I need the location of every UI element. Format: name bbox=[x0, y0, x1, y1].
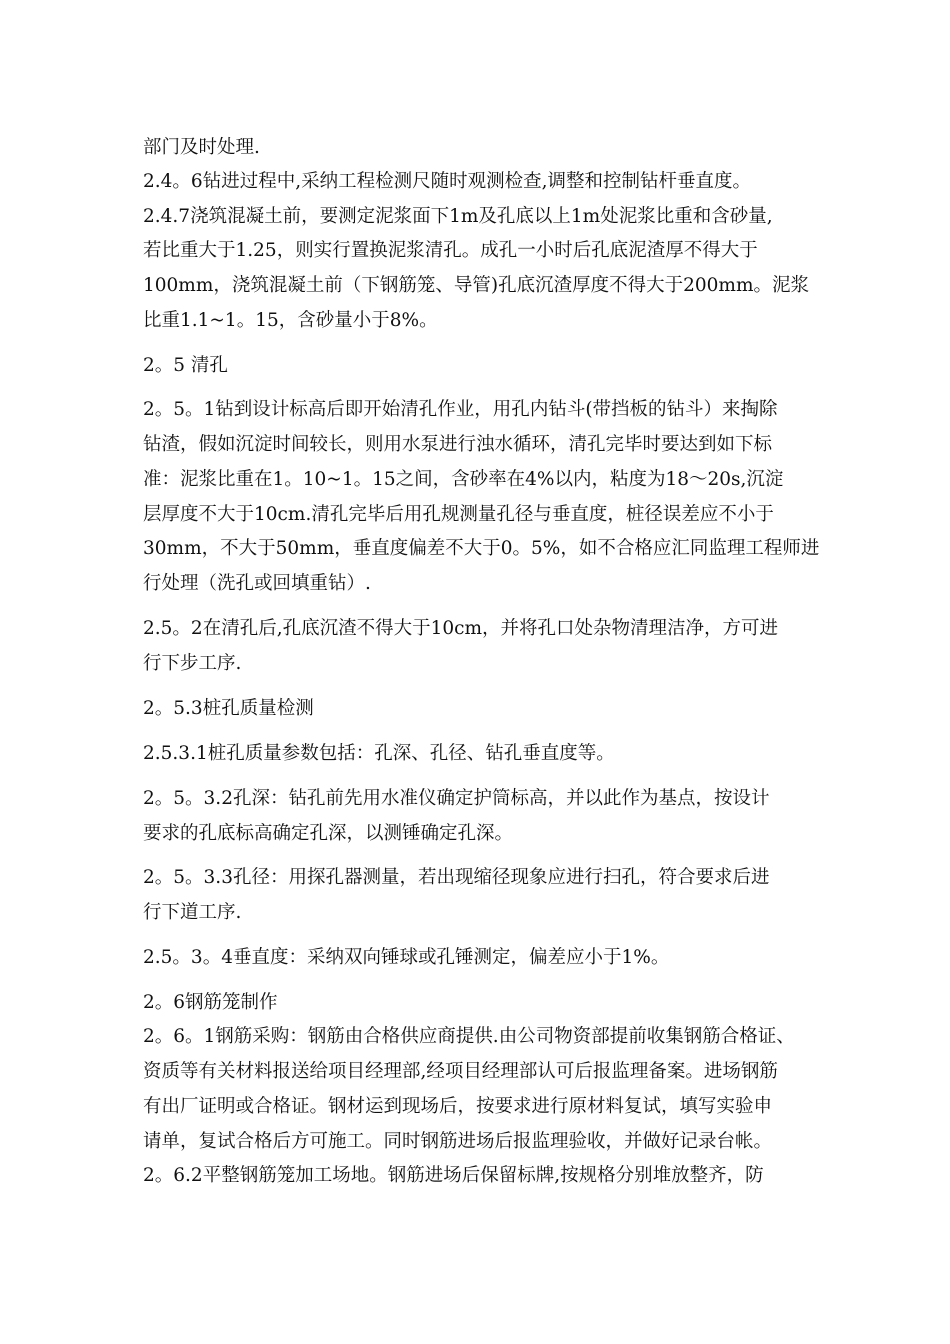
text-line: 2。5。3.3孔径：用探孔器测量，若出现缩径现象应进行扫孔，符合要求后进 bbox=[143, 867, 770, 888]
text-line: 层厚度不大于10cm.清孔完毕后用孔规测量孔径与垂直度，桩径误差应不小于 bbox=[143, 504, 774, 525]
section-heading: 2。6钢筋笼制作 bbox=[143, 992, 278, 1013]
text-line: 2.4。6钻进过程中,采纳工程检测尺随时观测检查,调整和控制钻杆垂直度。 bbox=[143, 171, 751, 192]
text-line: 准：泥浆比重在1。10~1。15之间，含砂率在4%以内，粘度为18～20s,沉淀 bbox=[143, 469, 784, 490]
text-line: 2.5。3。4垂直度：采纳双向锤球或孔锤测定，偏差应小于1%。 bbox=[143, 947, 670, 968]
text-line: 2。6.2平整钢筋笼加工场地。钢筋进场后保留标牌,按规格分别堆放整齐，防 bbox=[143, 1165, 764, 1186]
text-line: 2.4.7浇筑混凝土前，要测定泥浆面下1m及孔底以上1m处泥浆比重和含砂量, bbox=[143, 206, 773, 227]
text-line: 行处理（洗孔或回填重钻）. bbox=[143, 573, 371, 594]
text-line: 部门及时处理. bbox=[143, 137, 260, 158]
text-line: 2.5。2在清孔后,孔底沉渣不得大于10cm，并将孔口处杂物清理洁净，方可进 bbox=[143, 618, 779, 639]
text-line: 2。6。1钢筋采购：钢筋由合格供应商提供.由公司物资部提前收集钢筋合格证、 bbox=[143, 1026, 795, 1047]
section-heading: 2。5 清孔 bbox=[143, 355, 228, 376]
text-line: 100mm，浇筑混凝土前（下钢筋笼、导管)孔底沉渣厚度不得大于200mm。泥浆 bbox=[143, 275, 810, 296]
text-line: 若比重大于1.25，则实行置换泥浆清孔。成孔一小时后孔底泥渣厚不得大于 bbox=[143, 240, 758, 261]
text-line: 2.5.3.1桩孔质量参数包括：孔深、孔径、钻孔垂直度等。 bbox=[143, 743, 615, 764]
text-line: 钻渣，假如沉淀时间较长，则用水泵进行浊水循环，清孔完毕时要达到如下标 bbox=[143, 434, 773, 455]
text-line: 行下道工序. bbox=[143, 902, 242, 923]
text-line: 资质等有关材料报送给项目经理部,经项目经理部认可后报监理备案。进场钢筋 bbox=[143, 1061, 778, 1082]
text-line: 请单，复试合格后方可施工。同时钢筋进场后报监理验收，并做好记录台帐。 bbox=[143, 1131, 773, 1152]
text-line: 有出厂证明或合格证。钢材运到现场后，按要求进行原材料复试，填写实验申 bbox=[143, 1096, 773, 1117]
text-line: 行下步工序. bbox=[143, 653, 242, 674]
text-line: 2。5。3.2孔深：钻孔前先用水准仪确定护筒标高，并以此作为基点，按设计 bbox=[143, 788, 770, 809]
text-line: 比重1.1~1。15，含砂量小于8%。 bbox=[143, 310, 438, 331]
text-line: 30mm，不大于50mm，垂直度偏差不大于0。5%，如不合格应汇同监理工程师进 bbox=[143, 538, 820, 559]
section-heading: 2。5.3桩孔质量检测 bbox=[143, 698, 314, 719]
text-line: 要求的孔底标高确定孔深，以测锤确定孔深。 bbox=[143, 823, 514, 844]
text-line: 2。5。1钻到设计标高后即开始清孔作业，用孔内钻斗(带挡板的钻斗）来掏除 bbox=[143, 399, 778, 420]
